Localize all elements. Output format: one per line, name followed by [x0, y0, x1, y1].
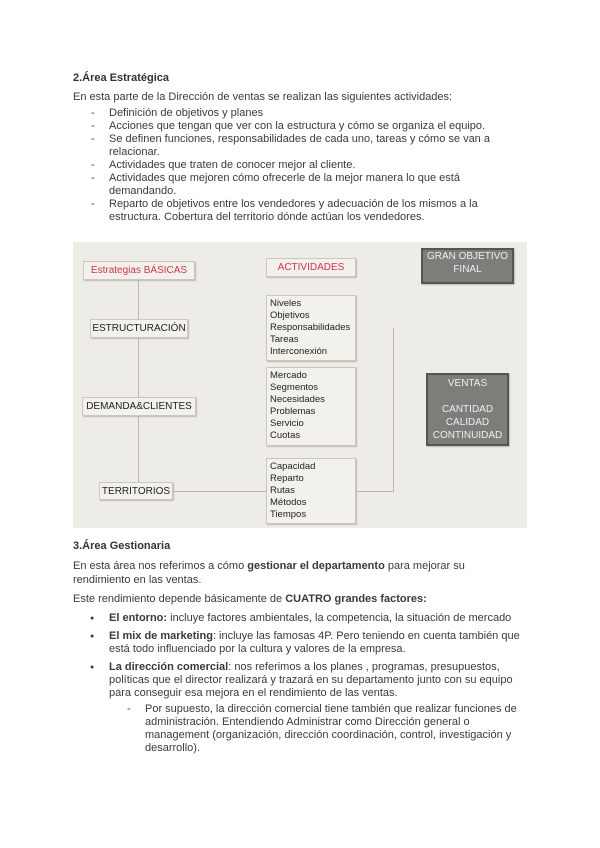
demanda-box: DEMANDA&CLIENTES — [82, 397, 196, 416]
section-strategic — [73, 72, 513, 224]
box-line: GRAN OBJETIVO — [426, 251, 509, 262]
bold-text: gestionar el departamento — [247, 560, 385, 572]
list-item: Cuotas — [270, 430, 301, 441]
activity-list — [73, 107, 513, 224]
section-management — [73, 540, 523, 755]
list-item: Reparto — [270, 473, 304, 484]
box-line: CALIDAD — [445, 417, 490, 428]
list-item: Mercado — [270, 370, 307, 381]
connector-line — [138, 279, 139, 482]
list-item — [73, 612, 523, 625]
list-item: Problemas — [270, 406, 316, 417]
text: : incluye las famosas 4P. Pero teniendo en cuenta también que está todo influenciado por la cultura y valores de la empresa. — [109, 630, 520, 655]
list-item: Niveles — [270, 298, 302, 309]
text: En esta área nos referimos a cómo — [73, 560, 248, 572]
bold-text: El mix de marketing — [109, 630, 213, 642]
list-item: Rutas — [270, 485, 295, 496]
list-item: Tiempos — [270, 509, 307, 520]
connector-line — [173, 491, 266, 492]
list-item — [73, 630, 523, 656]
bold-text: La dirección comercial — [109, 661, 229, 673]
list-item: - Actividades que traten de conocer mejor al cliente. — [73, 159, 513, 172]
paragraph — [73, 592, 523, 606]
list-item — [73, 661, 523, 700]
text: incluye factores ambientales, la competencia, la situación de mercado — [167, 612, 512, 624]
box-line: VENTAS — [447, 378, 488, 389]
list-item: - Actividades que mejoren cómo ofrecerle de la mejor manera lo que está demandando. — [73, 172, 513, 198]
list-item: - Acciones que tengan que ver con la estructura y cómo se organiza el equipo. — [73, 120, 513, 133]
intro-paragraph: En esta parte de la Dirección de ventas se realizan las siguientes actividades: — [73, 91, 453, 103]
factor-list — [73, 612, 523, 700]
estructuracion-box: ESTRUCTURACIÓN — [90, 319, 188, 338]
list-item: Interconexión — [270, 346, 328, 357]
box-line: CANTIDAD — [441, 404, 494, 415]
estrategias-box: Estrategias BÁSICAS — [83, 261, 195, 280]
section-title: 3.Área Gestionaria — [73, 540, 171, 552]
list-item: - Definición de objetivos y planes — [73, 107, 513, 120]
list-item: Responsabilidades — [270, 322, 351, 333]
actividades-box: ACTIVIDADES — [266, 258, 356, 277]
list-item: Capacidad — [270, 461, 316, 472]
list-box-estructuracion — [266, 295, 356, 361]
box-spacer — [428, 390, 507, 403]
text: para mejorar su rendimiento en las ventas. — [73, 560, 465, 586]
list-item: - Por supuesto, la dirección comercial tiene también que realizar funciones de administración. Entendiendo Administrar como Dirección general o management (organización, dirección coordinación, control, investigación y desarrollo). — [73, 703, 523, 755]
bold-text: El entorno: — [109, 612, 168, 624]
box-line: CONTINUIDAD — [432, 430, 503, 441]
text: Este rendimiento depende básicamente de — [73, 593, 286, 605]
gran-objetivo-box — [421, 248, 514, 284]
paragraph — [73, 559, 523, 587]
list-item: - Reparto de objetivos entre los vendedores y adecuación de los mismos a la estructura. Cobertura del territorio dónde actúan los vendedores. — [73, 198, 513, 224]
list-item: Tareas — [270, 334, 299, 345]
bold-text: CUATRO grandes factores: — [285, 593, 427, 605]
section-title: 2.Área Estratégica — [73, 72, 169, 84]
text: : nos referimos a los planes , programas, presupuestos, políticas que el director realizará y trazará en su departamento junto con su equipo para conseguir esa mejora en el rendimiento de las ventas. — [109, 661, 513, 699]
strategy-diagram — [73, 242, 527, 528]
list-box-territorios — [266, 458, 356, 524]
list-item: Servicio — [270, 418, 304, 429]
list-item: - Se definen funciones, responsabilidades de cada uno, tareas y cómo se van a relacionar. — [73, 133, 513, 159]
territorios-box: TERRITORIOS — [99, 482, 173, 500]
list-item: Necesidades — [270, 394, 325, 405]
ventas-box — [426, 373, 509, 446]
box-line: FINAL — [453, 264, 482, 275]
list-item: Métodos — [270, 497, 307, 508]
connector-line — [393, 328, 394, 492]
connector-line — [356, 491, 393, 492]
list-item: Segmentos — [270, 382, 319, 393]
sub-list — [73, 703, 523, 755]
list-item: Objetivos — [270, 310, 310, 321]
list-box-demanda — [266, 367, 356, 446]
